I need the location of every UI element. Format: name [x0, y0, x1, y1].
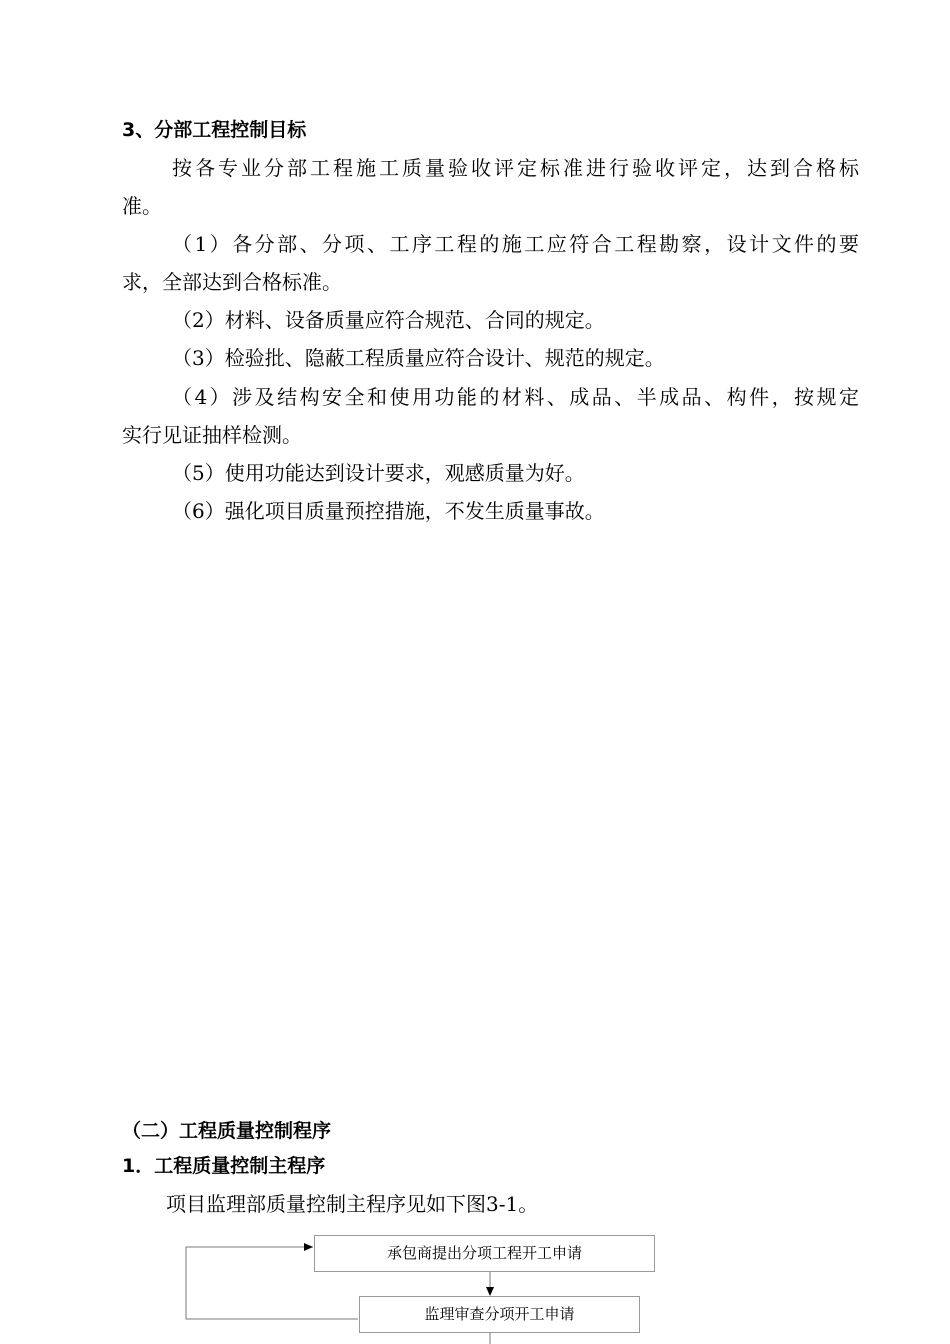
item-3: （3）检验批、隐蔽工程质量应符合设计、规范的规定。: [172, 346, 665, 370]
section-3-intro-line-2: 准。: [122, 194, 162, 218]
down-arrowhead: [486, 1287, 494, 1296]
flowchart-box-contractor-application: 承包商提出分项工程开工申请: [314, 1235, 655, 1272]
item-5: （5）使用功能达到设计要求，观感质量为好。: [172, 461, 585, 485]
item-4-line-2: 实行见证抽样检测。: [122, 423, 302, 447]
item-2: （2）材料、设备质量应符合规范、合同的规定。: [172, 308, 605, 332]
item-4-line-1: （4）涉及结构安全和使用功能的材料、成品、半成品、构件，按规定: [172, 385, 859, 409]
section-two-sub-heading: 1．工程质量控制主程序: [122, 1155, 326, 1177]
section-3-intro-line-1: 按各专业分部工程施工质量验收评定标准进行验收评定，达到合格标: [172, 156, 859, 180]
item-6: （6）强化项目质量预控措施，不发生质量事故。: [172, 499, 605, 523]
item-1-line-1: （1）各分部、分项、工序工程的施工应符合工程勘察，设计文件的要: [172, 232, 859, 256]
section-3-heading: 3、分部工程控制目标: [122, 119, 307, 141]
feedback-arrowhead: [304, 1243, 313, 1251]
flowchart-box-supervision-review: 监理审查分项开工申请: [359, 1296, 640, 1333]
section-two-intro: 项目监理部质量控制主程序见如下图3-1。: [166, 1192, 539, 1216]
item-1-line-2: 求，全部达到合格标准。: [122, 270, 342, 294]
section-two-heading: （二）工程质量控制程序: [122, 1120, 332, 1142]
